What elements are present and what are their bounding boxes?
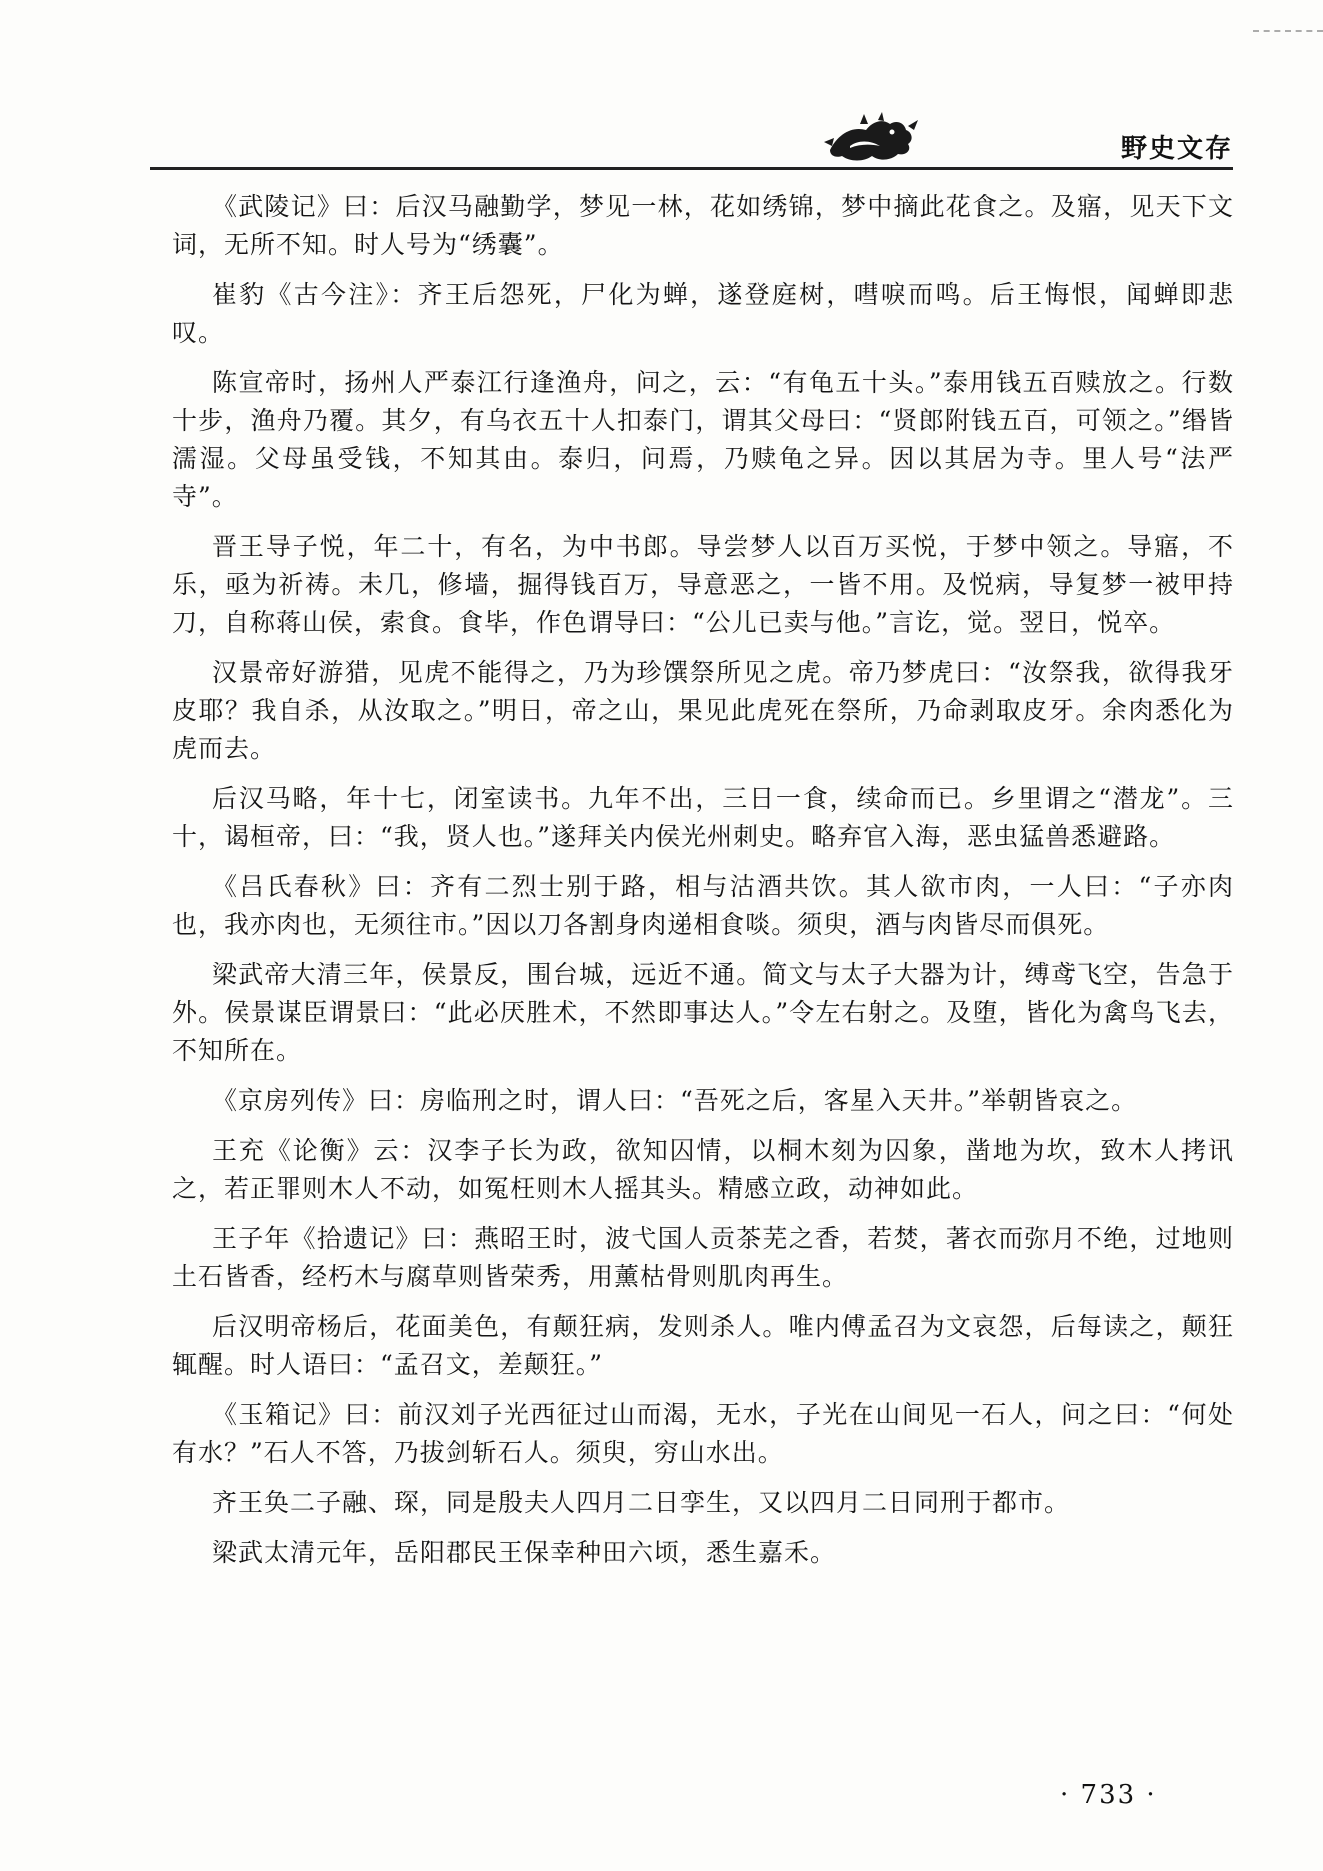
paragraph: 《玉箱记》曰：前汉刘子光西征过山而渴，无水，子光在山间见一石人，问之曰：“何处有水？”石人不答，乃拔剑斩石人。须臾，穷山水出。 [172, 1400, 1234, 1467]
paragraph: 王子年《拾遗记》曰：燕昭王时，波弋国人贡茶芜之香，若焚，著衣而弥月不绝，过地则土石皆香，经朽木与腐草则皆荣秀，用薰枯骨则肌肉再生。 [172, 1224, 1234, 1291]
paragraph: 《京房列传》曰：房临刑之时，谓人曰：“吾死之后，客星入天井。”举朝皆哀之。 [212, 1086, 1138, 1115]
paragraph: 崔豹《古今注》：齐王后怨死，尸化为蝉，遂登庭树，嘒唳而鸣。后王悔恨，闻蝉即悲叹。 [172, 280, 1234, 347]
paragraph: 《武陵记》曰：后汉马融勤学，梦见一林，花如绣锦，梦中摘此花食之。及寤，见天下文词，无所不知。时人号为“绣囊”。 [172, 192, 1234, 259]
scan-corner-mark [1253, 30, 1323, 36]
page-number: · 733 · [1060, 1780, 1157, 1810]
paragraph: 后汉明帝杨后，花面美色，有颠狂病，发则杀人。唯内傅孟召为文哀怨，后每读之，颠狂辄醒。时人语曰：“孟召文，差颠狂。” [172, 1312, 1234, 1379]
paragraph: 陈宣帝时，扬州人严泰江行逢渔舟，问之，云：“有龟五十头。”泰用钱五百赎放之。行数十步，渔舟乃覆。其夕，有乌衣五十人扣泰门，谓其父母曰：“贤郎附钱五百，可领之。”缗皆濡湿。父母虽受钱，不知其由。泰归，问焉，乃赎龟之异。因以其居为寺。里人号“法严寺”。 [172, 368, 1234, 511]
paragraph: 后汉马略，年十七，闭室读书。九年不出，三日一食，续命而已。乡里谓之“潜龙”。三十，谒桓帝，曰：“我，贤人也。”遂拜关内侯光州刺史。略弃官入海，恶虫猛兽悉避路。 [172, 784, 1234, 851]
paragraph: 《吕氏春秋》曰：齐有二烈士别于路，相与沽酒共饮。其人欲市肉，一人曰：“子亦肉也，我亦肉也，无须往市。”因以刀各割身肉递相食啖。须臾，酒与肉皆尽而俱死。 [172, 872, 1234, 939]
paragraph: 汉景帝好游猎，见虎不能得之，乃为珍馔祭所见之虎。帝乃梦虎曰：“汝祭我，欲得我牙皮耶？我自杀，从汝取之。”明日，帝之山，果见此虎死在祭所，乃命剥取皮牙。余肉悉化为虎而去。 [172, 658, 1234, 763]
header-rule [150, 167, 1233, 170]
paragraph: 梁武太清元年，岳阳郡民王保幸种田六顷，悉生嘉禾。 [212, 1538, 837, 1567]
running-header [150, 110, 1233, 170]
running-header-title: 野史文存 [1120, 134, 1233, 164]
paragraph: 梁武帝大清三年，侯景反，围台城，远近不通。简文与太子大器为计，缚鸢飞空，告急于外。侯景谋臣谓景曰：“此必厌胜术，不然即事达人。”令左右射之。及堕，皆化为禽鸟飞去，不知所在。 [172, 960, 1234, 1065]
dragon-emblem-icon [820, 112, 920, 166]
body-text [172, 188, 1234, 1584]
paragraph: 齐王奂二子融、琛，同是殷夫人四月二日孪生，又以四月二日同刑于都市。 [212, 1488, 1071, 1517]
paragraph: 王充《论衡》云：汉李子长为政，欲知囚情，以桐木刻为囚象，凿地为坎，致木人拷讯之，若正罪则木人不动，如冤枉则木人摇其头。精感立政，动神如此。 [172, 1136, 1234, 1203]
paragraph: 晋王导子悦，年二十，有名，为中书郎。导尝梦人以百万买悦，于梦中领之。导寤，不乐，亟为祈祷。未几，修墙，掘得钱百万，导意恶之，一皆不用。及悦病，导复梦一被甲持刀，自称蒋山侯，索食。食毕，作色谓导曰：“公儿已卖与他。”言讫，觉。翌日，悦卒。 [172, 532, 1234, 637]
